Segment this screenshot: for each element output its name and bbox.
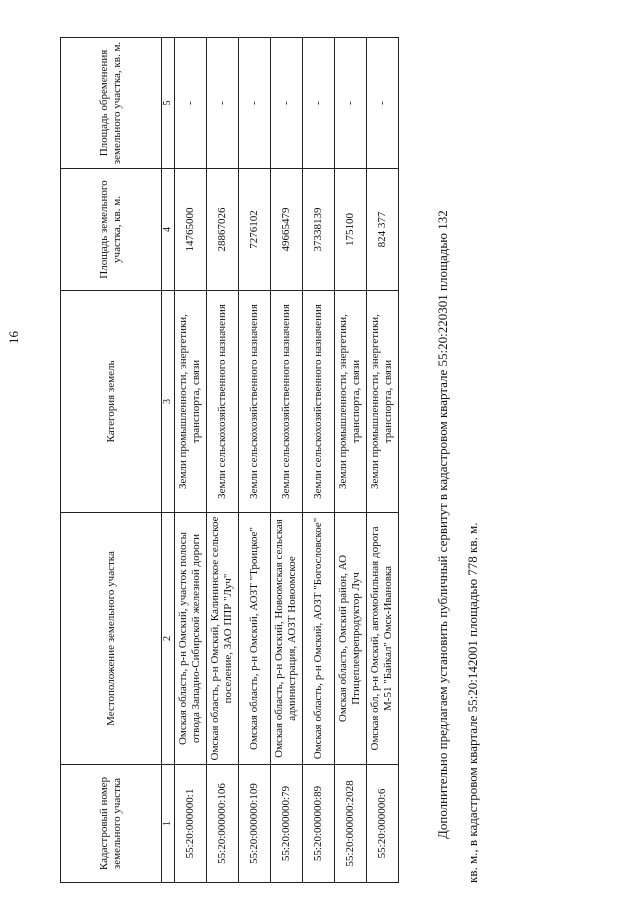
cadastral-number: 55:20:000000:1 [174, 765, 206, 883]
encumbrance-area: - [302, 38, 334, 169]
column-number: 5 [162, 38, 175, 169]
cadastral-number: 55:20:000000:2028 [334, 765, 366, 883]
land-category: Земли промышленности, энергетики, транспорта, связи [366, 291, 398, 513]
plot-area: 14765000 [174, 169, 206, 291]
header-area: Площадь земельного участка, кв. м. [61, 169, 162, 291]
plot-location: Омская обл, р-н Омский, автомобильная дорога М-51 "Байкал" Омск-Ивановка [366, 513, 398, 765]
header-location: Местоположение земельного участка [61, 513, 162, 765]
column-number: 4 [162, 169, 175, 291]
column-number-row [162, 38, 175, 883]
land-category: Земли сельскохозяйственного назначения [302, 291, 334, 513]
cadastral-number: 55:20:000000:79 [270, 765, 302, 883]
header-category: Категория земель [61, 291, 162, 513]
land-category: Земли промышленности, энергетики, транспорта, связи [334, 291, 366, 513]
table-row [174, 38, 206, 883]
cadastral-number: 55:20:000000:89 [302, 765, 334, 883]
plot-area: 49665479 [270, 169, 302, 291]
land-plots-table [60, 37, 399, 883]
plot-location: Омская область, Омский район, АО Птицеплемрепродуктор Луч [334, 513, 366, 765]
land-category: Земли сельскохозяйственного назначения [238, 291, 270, 513]
encumbrance-area: - [174, 38, 206, 169]
column-number: 2 [162, 513, 175, 765]
plot-area: 28867026 [206, 169, 238, 291]
encumbrance-area: - [206, 38, 238, 169]
plot-location: Омская область, р-н Омский, участок полосы отвода Западно-Сибирской железной дороги [174, 513, 206, 765]
column-number: 1 [162, 765, 175, 883]
table-row [334, 38, 366, 883]
encumbrance-area: - [366, 38, 398, 169]
plot-location: Омская область, р-н Омский, Новоомская сельская администрация, АОЗТ Новоомское [270, 513, 302, 765]
plot-location: Омская область, р-н Омский, АОЗТ "Троицкое" [238, 513, 270, 765]
paragraph-line-1: Дополнительно предлагаем установить публичный сервитут в кадастровом квартале 55:20:220301 площадью 132 [435, 210, 450, 839]
rotated-content [60, 38, 620, 883]
plot-area: 7276102 [238, 169, 270, 291]
land-category: Земли сельскохозяйственного назначения [270, 291, 302, 513]
land-category: Земли промышленности, энергетики, транспорта, связи [174, 291, 206, 513]
table-row [270, 38, 302, 883]
table-row [366, 38, 398, 883]
paragraph-line-2: кв. м., в кадастровом квартале 55:20:142001 площадью 778 кв. м. [465, 522, 480, 883]
plot-location: Омская область, р-н Омский, Калининское сельское поселение, ЗАО ППР "Луч" [206, 513, 238, 765]
table-header-row [61, 38, 162, 883]
land-category: Земли сельскохозяйственного назначения [206, 291, 238, 513]
plot-area: 824 377 [366, 169, 398, 291]
plot-area: 175100 [334, 169, 366, 291]
plot-area: 37338139 [302, 169, 334, 291]
servitude-paragraph [428, 38, 488, 883]
header-encumbrance: Площадь обременения земельного участка, кв. м. [61, 38, 162, 169]
cadastral-number: 55:20:000000:6 [366, 765, 398, 883]
column-number: 3 [162, 291, 175, 513]
encumbrance-area: - [238, 38, 270, 169]
table-row [238, 38, 270, 883]
table-row [206, 38, 238, 883]
header-cadastral: Кадастровый номер земельного участка [61, 765, 162, 883]
cadastral-number: 55:20:000000:109 [238, 765, 270, 883]
table-row [302, 38, 334, 883]
cadastral-number: 55:20:000000:106 [206, 765, 238, 883]
plot-location: Омская область, р-н Омский, АОЗТ "Богословское" [302, 513, 334, 765]
encumbrance-area: - [270, 38, 302, 169]
encumbrance-area: - [334, 38, 366, 169]
